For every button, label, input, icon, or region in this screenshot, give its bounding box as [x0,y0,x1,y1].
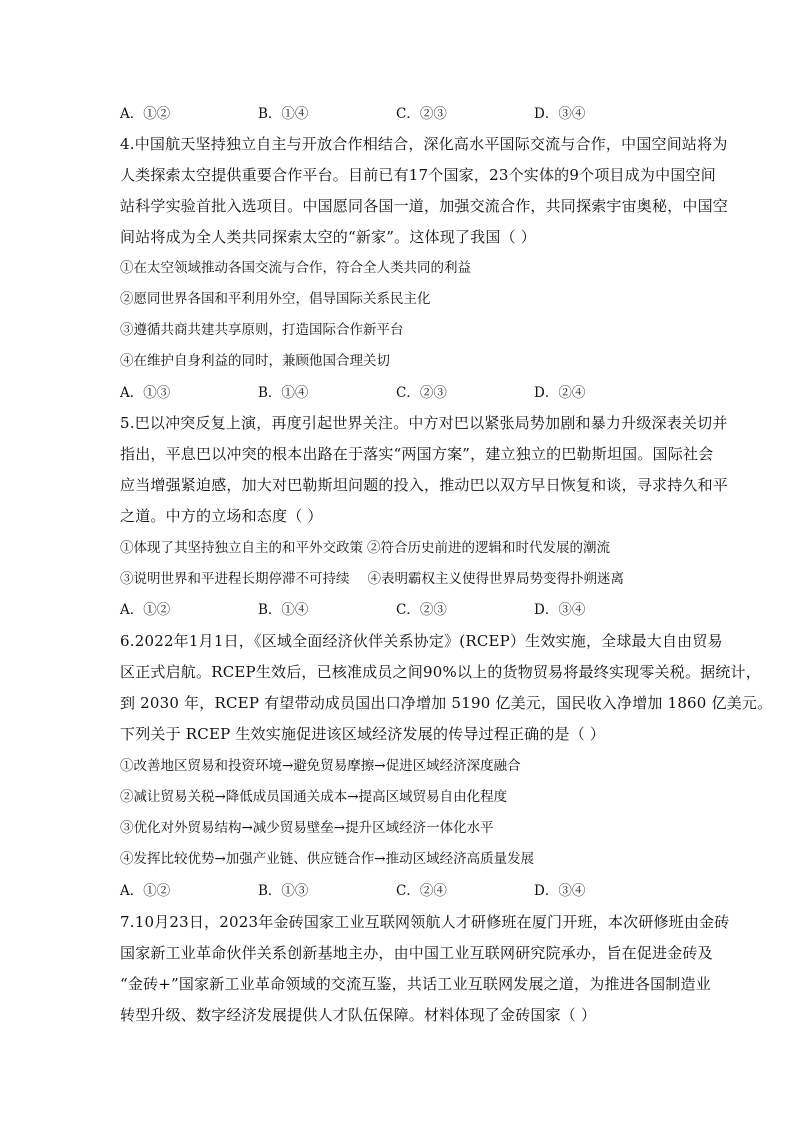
q7-stem-line-2: 国家新工业革命伙伴关系创新基地主办，由中国工业互联网研究院承办，旨在促进金砖及 [120,944,713,962]
q6-stem-line-4: 下列关于 RCEP 生效实施促进该区域经济发展的传导过程正确的是（ ） [120,725,606,743]
q5-statement-2: ②符合历史前进的逻辑和时代发展的潮流 [367,540,610,556]
q5-stem-line-2: 指出，平息巴以冲突的根本出路在于落实“两国方案”，建立独立的巴勒斯坦国。国际社会 [120,445,714,463]
q4-option-b[interactable]: B．①④ [258,385,309,401]
q6-stem-line-2: 区正式启航。RCEP生效后，已核准成员之间90%以上的货物贸易将最终实现零关税。据统计， [120,663,761,681]
q5-statement-1: ①体现了其坚持独立自主的和平外交政策 [120,540,363,556]
q4-stem-line-2: 人类探索太空提供重要合作平台。目前已有17个国家，23个实体的9个项目成为中国空间 [120,166,716,184]
q5-statements-row-2 [120,569,624,589]
q3-options [120,104,680,124]
q3-option-d[interactable]: D．③④ [534,106,586,122]
q5-option-a[interactable]: A．①② [120,602,171,618]
q4-option-d[interactable]: D．②④ [534,385,586,401]
q6-statement-4: ④发挥比较优势→加强产业链、供应链合作→推动区域经济高质量发展 [120,851,535,867]
q5-option-d[interactable]: D．③④ [534,602,586,618]
q7-stem-line-1: 7.10月23日，2023年金砖国家工业互联网领航人才研修班在厦门开班，本次研修班由金砖 [120,913,730,931]
q5-option-c[interactable]: C．②③ [396,602,447,618]
q4-stem-line-1: 4.中国航天坚持独立自主与开放合作相结合，深化高水平国际交流与合作，中国空间站将为 [120,135,728,153]
q6-statement-1: ①改善地区贸易和投资环境→避免贸易摩擦→促进区域经济深度融合 [120,758,521,774]
q4-stem-line-3: 站科学实验首批入选项目。中国愿同各国一道，加强交流合作，共同探索宇宙奥秘，中国空 [120,197,729,215]
q5-statement-4: ④表明霸权主义使得世界局势变得扑朔迷离 [367,571,624,587]
q4-option-c[interactable]: C．②③ [396,385,447,401]
q4-statement-2: ②愿同世界各国和平利用外空，倡导国际关系民主化 [120,291,431,307]
q7-stem-line-3: “金砖+”国家新工业革命领域的交流互鉴，共话工业互联网发展之道，为推进各国制造业 [120,975,711,993]
q6-option-c[interactable]: C．②④ [396,883,447,899]
q5-option-b[interactable]: B．①④ [258,602,309,618]
q5-statements-row-1 [120,538,610,558]
q6-option-a[interactable]: A．①② [120,883,171,899]
q6-options [120,881,680,901]
q3-option-b[interactable]: B．①④ [258,106,309,122]
q3-option-a[interactable]: A．①② [120,106,171,122]
q7-stem-line-4: 转型升级、数字经济发展提供人才队伍保障。材料体现了金砖国家（ ） [120,1006,597,1024]
q4-statement-3: ③遵循共商共建共享原则，打造国际合作新平台 [120,322,404,338]
q5-statement-3: ③说明世界和平进程长期停滞不可持续 [120,571,350,587]
q6-stem-line-3: 到 2030 年，RCEP 有望带动成员国出口净增加 5190 亿美元，国民收入净增加 1860 亿美元。 [120,694,773,712]
q6-statement-3: ③优化对外贸易结构→减少贸易壁垒→提升区域经济一体化水平 [120,820,494,836]
q5-stem-line-3: 应当增强紧迫感，加大对巴勒斯坦问题的投入，推动巴以双方早日恢复和谈，寻求持久和平 [120,476,729,494]
q5-stem-line-4: 之道。中方的立场和态度（ ） [120,507,323,525]
q4-options [120,383,680,403]
q4-stem-line-4: 间站将成为全人类共同探索太空的“新家”。这体现了我国（ ） [120,228,536,246]
q5-options [120,600,680,620]
q6-statement-2: ②减让贸易关税→降低成员国通关成本→提高区域贸易自由化程度 [120,789,508,805]
q6-option-d[interactable]: D．③④ [534,883,586,899]
q4-option-a[interactable]: A．①③ [120,385,171,401]
q6-option-b[interactable]: B．①③ [258,883,309,899]
q4-statement-4: ④在维护自身利益的同时，兼顾他国合理关切 [120,353,390,369]
q6-stem-line-1: 6.2022年1月1日，《区域全面经济伙伴关系协定》(RCEP）生效实施，全球最大自由贸易 [120,632,723,650]
q4-statement-1: ①在太空领域推动各国交流与合作，符合全人类共同的利益 [120,260,471,276]
q3-option-c[interactable]: C．②③ [396,106,447,122]
q5-stem-line-1: 5.巴以冲突反复上演，再度引起世界关注。中方对巴以紧张局势加剧和暴力升级深表关切并 [120,414,728,432]
